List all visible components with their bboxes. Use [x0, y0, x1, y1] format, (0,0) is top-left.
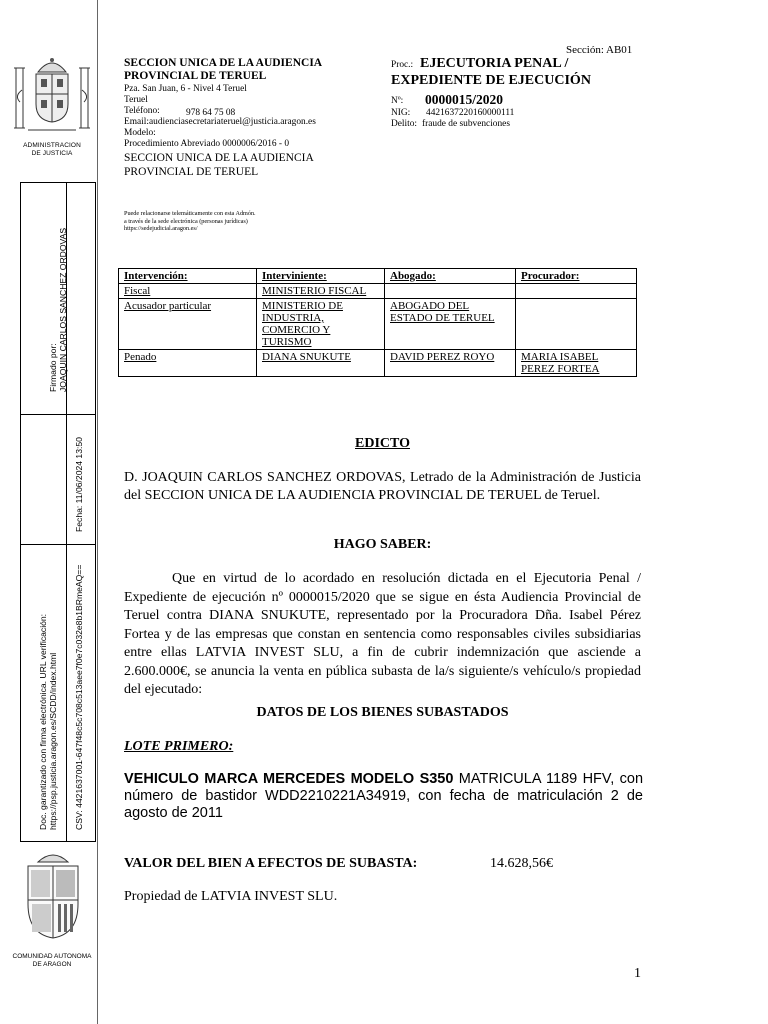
vehicle-details: MATRICULA 1189 HFV, con número de bastidor WDD2210221A34919, con fecha de matriculación 2 de agosto de 2011 — [124, 771, 644, 821]
telefono-label: Teléfono: — [124, 106, 160, 116]
table-cell: DAVID PEREZ ROYO — [385, 350, 516, 377]
aragon-coat-of-arms-logo — [14, 848, 92, 944]
proc-type: EJECUTORIA PENAL / — [420, 56, 569, 71]
table-cell — [385, 284, 516, 299]
nig-value: 4421637220160000111 — [426, 108, 515, 118]
edict-title: EDICTO — [355, 436, 410, 451]
lot-heading: LOTE PRIMERO: — [124, 739, 234, 754]
delito-label: Delito: — [391, 119, 418, 129]
table-cell — [516, 284, 637, 299]
case-number: 0000015/2020 — [425, 92, 504, 107]
table-row — [119, 299, 637, 350]
column-header: Intervención: — [119, 269, 257, 284]
proc-type-line2: EXPEDIENTE DE EJECUCIÓN — [391, 73, 591, 88]
column-header: Interviniente: — [257, 269, 385, 284]
delito-value: fraude de subvenciones — [422, 119, 510, 129]
introduction-paragraph: D. JOAQUIN CARLOS SANCHEZ ORDOVAS, Letrado de la Administración de Justicia del SECCION UNICA DE LA AUDIENCIA PROVINCIAL DE TERUEL de Teruel. — [124, 470, 641, 503]
signature-box-divider — [20, 544, 96, 545]
table-cell: DIANA SNUKUTE — [257, 350, 385, 377]
column-header: Abogado: — [385, 269, 516, 284]
owner-statement: Propiedad de LATVIA INVEST SLU. — [124, 889, 338, 904]
vehicle-description — [124, 771, 643, 822]
hago-saber-heading: HAGO SABER: — [333, 537, 432, 552]
justice-logo-caption: ADMINISTRACION DE JUSTICIA — [23, 142, 81, 157]
valuation-label: VALOR DEL BIEN A EFECTOS DE SUBASTA: — [124, 856, 418, 871]
column-header: Procurador: — [516, 269, 637, 284]
page-number: 1 — [634, 966, 641, 981]
table-cell: MINISTERIO FISCAL — [257, 284, 385, 299]
csv-code: CSV: 4421637001-647f48c5c708c513aee7f0e7c032e8b1BRmeAQ== — [74, 564, 84, 830]
justice-coat-of-arms-logo — [8, 50, 96, 142]
parties-table — [118, 268, 637, 377]
section-code: Sección: AB01 — [566, 44, 633, 56]
procedimiento: Procedimiento Abreviado 0000006/2016 - 0 — [124, 139, 290, 149]
electronic-seat-notice: Puede relacionarse telemáticamente con esta Admón. a través de la sede electrónica (personas jurídicas) https://sedejudicial.aragon.es/ — [124, 210, 256, 233]
table-cell: Fiscal — [119, 284, 257, 299]
assets-heading: DATOS DE LOS BIENES SUBASTADOS — [256, 705, 509, 720]
aragon-logo-caption: COMUNIDAD AUTONOMA DE ARAGON — [12, 953, 92, 968]
table-cell: ABOGADO DEL ESTADO DE TERUEL — [385, 299, 516, 350]
email: Email:audienciasecretariateruel@justicia.aragon.es — [124, 117, 316, 127]
table-header-row — [119, 269, 637, 284]
table-row — [119, 284, 637, 299]
court-contact-block: Pza. San Juan, 6 - Nivel 4 Teruel Teruel Teléfono: Email:audienciasecretariateruel@justicia.aragon.es Modelo: Procedimiento Abreviado 0000006/2016 - 0 — [124, 84, 316, 149]
table-cell: Acusador particular — [119, 299, 257, 350]
table-cell: MINISTERIO DE INDUSTRIA, COMERCIO Y TURISMO — [257, 299, 385, 350]
auction-notice-paragraph: Que en virtud de lo acordado en resolución dictada en el Ejecutoria Penal / Expediente de ejecución nº 0000015/2020 que se sigue en ésta Audiencia Provincial de Teruel contra DIANA SNUKUTE, representado por la Procuradora Dña. Isabel Pérez Fortea y de las empresas que constan en sentencia como responsables civiles subsidiarias entre ellas LATVIA INVEST SLU, a fin de cubrir indemnización que asciende a 2.600.000€, se anuncia la venta en pública subasta de la/s siguiente/s vehículo/s propiedad del ejecutado: — [124, 571, 641, 697]
num-label: Nº: — [391, 96, 404, 106]
table-row — [119, 350, 637, 377]
signature-date: Fecha: 11/06/2024 13:50 — [74, 437, 84, 532]
nig-label: NIG: — [391, 108, 411, 118]
signed-by-label: Firmado por: JOAQUIN CARLOS SANCHEZ ORDOVAS — [48, 227, 68, 392]
table-cell — [516, 299, 637, 350]
signature-box-divider — [20, 414, 96, 415]
verification-notice: Doc. garantizado con firma electrónica. URL verificación: https://psp.justicia.aragon.es/SCDD/index.html — [38, 613, 58, 830]
valuation-amount: 14.628,56€ — [490, 856, 553, 871]
table-cell: Penado — [119, 350, 257, 377]
telefono-value: 978 64 75 08 — [186, 108, 236, 118]
vehicle-make-model: VEHICULO MARCA MERCEDES MODELO S350 — [124, 771, 454, 787]
proc-label: Proc.: — [391, 60, 414, 70]
margin-divider — [97, 0, 98, 1024]
court-name: SECCION UNICA DE LA AUDIENCIA PROVINCIAL DE TERUEL — [124, 57, 323, 82]
table-cell: MARIA ISABEL PEREZ FORTEA — [516, 350, 637, 377]
court-name-repeat: SECCION UNICA DE LA AUDIENCIA PROVINCIAL DE TERUEL — [124, 152, 314, 178]
